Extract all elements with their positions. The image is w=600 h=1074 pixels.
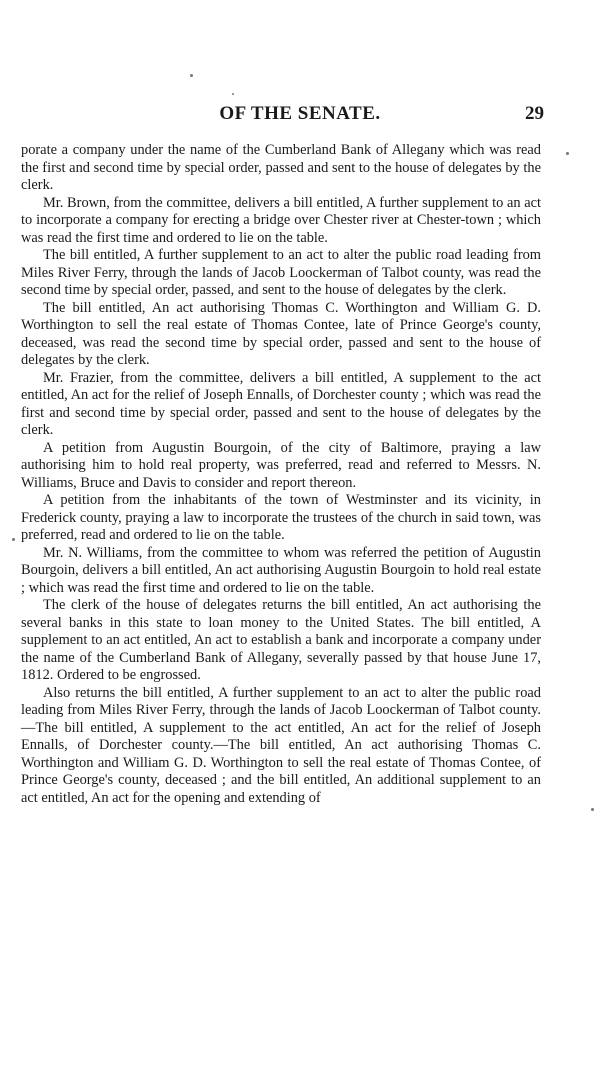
paragraph: The bill entitled, A further supplement to an act to alter the public road leading from Miles River Ferry, through the lands of Jacob Loockerman of Talbot county, was read the second time by special order, passed, and sent to the house of delegates by the clerk. <box>21 247 541 298</box>
paper-speck <box>591 808 594 811</box>
paragraph: A petition from the inhabitants of the town of Westminster and its vicinity, in Frederick county, praying a law to incorporate the trustees of the church in said town, was preferred, read and ordered to lie on the table. <box>21 492 541 543</box>
paper-speck <box>566 152 569 155</box>
paragraph: A petition from Augustin Bourgoin, of the city of Baltimore, praying a law authorising him to hold real property, was preferred, read and referred to Messrs. N. Williams, Bruce and Davis to consider and report thereon. <box>21 439 541 491</box>
page-body <box>21 142 541 807</box>
page-number: 29 <box>525 103 544 124</box>
paragraph: Mr. Brown, from the committee, delivers a bill entitled, A further supplement to an act to incorporate a company for erecting a bridge over Chester river at Chester-town ; which was read the first time and ordered to lie on the table. <box>21 194 541 246</box>
paper-speck <box>190 74 193 77</box>
paragraph: Mr. N. Williams, from the committee to whom was referred the petition of Augustin Bourgoin, delivers a bill entitled, An act authorising Augustin Bourgoin to hold real estate ; which was read the first time and ordered to lie on the table. <box>21 544 541 596</box>
page-header <box>0 103 600 131</box>
paper-speck <box>232 93 234 95</box>
paragraph: Mr. Frazier, from the committee, delivers a bill entitled, A supplement to the act entitled, An act for the relief of Joseph Ennalls, of Dorchester county ; which was read the first and second time by special order, passed and sent to the house of delegates by the clerk. <box>21 369 541 438</box>
paragraph: Also returns the bill entitled, A further supplement to an act to alter the public road leading from Miles River Ferry, through the lands of Jacob Loockerman of Talbot county.—The bill entitled, A supplement to the act entitled, An act for the relief of Joseph Ennalls, of Dorchester county.—The bill entitled, An act authorising Thomas C. Worthington and William G. D. Worthington to sell the real estate of Thomas Contee, of Prince George's county, deceased ; and the bill entitled, An additional supplement to an act entitled, An act for the opening and extending of <box>21 684 541 806</box>
paper-speck <box>12 538 15 541</box>
running-head: OF THE SENATE. <box>219 103 381 124</box>
paragraph: porate a company under the name of the Cumberland Bank of Allegany which was read the first and second time by special order, passed and sent to the house of delegates by the clerk. <box>21 142 541 193</box>
paragraph: The clerk of the house of delegates returns the bill entitled, An act authorising the several banks in this state to loan money to the United States. The bill entitled, A supplement to an act entitled, An act to establish a bank and incorporate a company under the name of the Cumberland Bank of Allegany, severally passed by that house June 17, 1812. Ordered to be engrossed. <box>21 597 541 683</box>
paragraph: The bill entitled, An act authorising Thomas C. Worthington and William G. D. Worthington to sell the real estate of Thomas Contee, late of Prince George's county, deceased, was read the second time by special order, passed and sent to the house of delegates by the clerk. <box>21 299 541 368</box>
